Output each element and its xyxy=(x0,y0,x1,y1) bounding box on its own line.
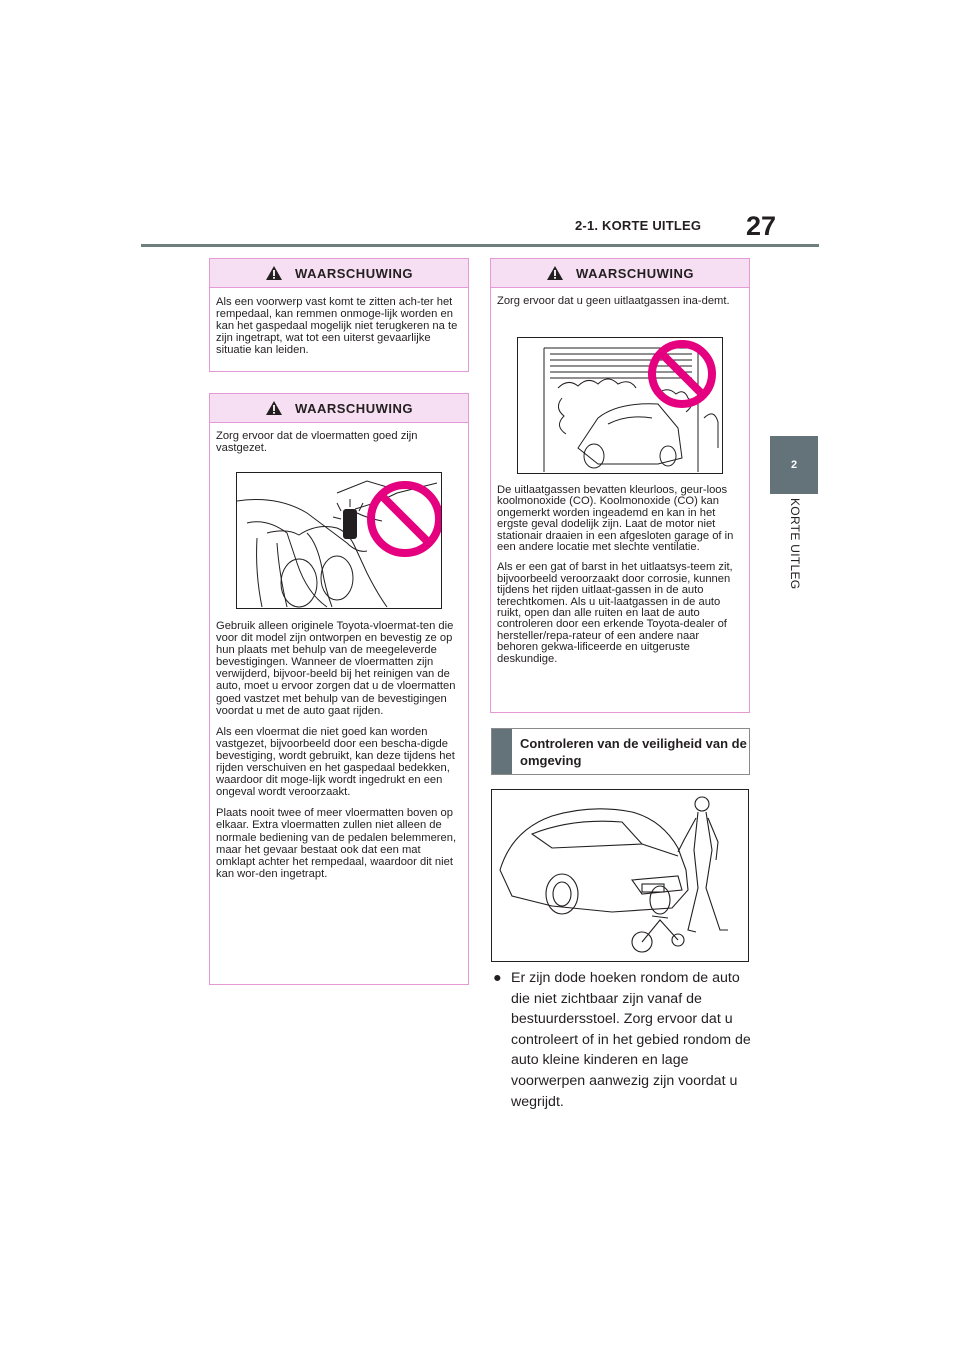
warning-header xyxy=(210,259,468,288)
chapter-label-text: KORTE UITLEG xyxy=(788,498,802,590)
warning-triangle-icon xyxy=(265,265,283,281)
warning-intro: Zorg ervoor dat u geen uitlaatgassen ina-demt. xyxy=(497,295,730,307)
header-rule xyxy=(141,244,819,247)
floor-mat-drawing xyxy=(237,473,441,608)
warning-body xyxy=(210,620,468,880)
chapter-tab xyxy=(770,436,818,494)
car-child-drawing xyxy=(492,790,748,961)
warning-text: Als een voorwerp vast komt te zitten ach-ter het rempedaal, kan remmen onmoge-lijk worden en kan het gaspedaal mogelijk niet terugkeren na te zijn ingetrapt, wat tot een uiterst gevaarlijke situatie kan leiden. xyxy=(216,296,458,357)
garage-exhaust-illustration xyxy=(517,337,723,474)
warning-box-brake-pedal xyxy=(209,258,469,372)
warning-triangle-icon xyxy=(265,400,283,416)
warning-title: WAARSCHUWING xyxy=(295,400,413,416)
warning-body xyxy=(491,485,749,665)
warning-header xyxy=(210,394,468,423)
warning-box-floor-mats xyxy=(209,393,469,985)
warning-header xyxy=(491,259,749,288)
chapter-number: 2 xyxy=(790,459,798,471)
warning-paragraph: De uitlaatgassen bevatten kleurloos, geur-loos koolmonoxide (CO). Koolmonoxide (CO) kan ongemerkt worden ingeademd en kan in het ergste geval dodelijk zijn. Laat de motor niet stationair draaien in een afgesloten garage of in een andere locatie met slechte ventilatie. xyxy=(497,484,734,554)
page-number: 27 xyxy=(746,211,777,241)
warning-triangle-icon xyxy=(546,265,564,281)
warning-paragraph: Als een vloermat die niet goed kan worden vastgezet, bijvoorbeeld door een bescha-digde bevestiging, wordt gebruikt, kan deze tijdens het rijden verschuiven en het gaspedaal bedekken, waardoor dit moge-lijk wordt ingedrukt en een ongeval wordt veroorzaakt. xyxy=(216,725,455,799)
section-heading xyxy=(491,728,750,775)
warning-box-exhaust xyxy=(490,258,750,713)
warning-title: WAARSCHUWING xyxy=(295,265,413,281)
bullet-text: Er zijn dode hoeken rondom de auto die niet zichtbaar zijn vanaf de bestuurdersstoel. Zorg ervoor dat u controleert of in het gebied rondom de auto kleine kinderen en lage voorwerpen aanwezig zijn voordat u wegrijdt. xyxy=(511,970,751,1110)
garage-drawing xyxy=(518,338,722,473)
bullet-item xyxy=(493,968,758,1112)
warning-intro: Zorg ervoor dat de vloermatten goed zijn vastgezet. xyxy=(216,430,418,455)
bullet-marker: ● xyxy=(493,970,502,986)
section-heading-bar xyxy=(492,729,512,774)
warning-paragraph: Plaats nooit twee of meer vloermatten boven op elkaar. Extra vloermatten zullen niet alleen de normale bediening van de pedalen belemmeren, maar het gevaar bestaat ook dat een mat omklapt achter het rempedaal, waardoor dit niet kan wor-den ingetrapt. xyxy=(216,807,457,880)
chapter-label xyxy=(785,498,805,618)
blind-spot-illustration xyxy=(491,789,749,962)
running-header-section: 2-1. KORTE UITLEG xyxy=(575,218,702,233)
warning-title: WAARSCHUWING xyxy=(576,265,694,281)
warning-paragraph: Als er een gat of barst in het uitlaatsys-teem zit, bijvoorbeeld veroorzaakt door corrosie, kunnen tijdens het rijden uitlaat-gassen in de auto terechtkomen. Als u uit-laatgassen in de auto ruikt, open dan alle ruiten en laat de auto controleren door een erkende Toyota-dealer of hersteller/repa-rateur of een andere naar behoren gekwa-lificeerde en uitgeruste deskundige. xyxy=(497,561,733,665)
floor-mat-illustration xyxy=(236,472,442,609)
warning-paragraph: Gebruik alleen originele Toyota-vloermat-ten die voor dit model zijn ontworpen en bevestig ze op hun plaats met behulp van de meegeleverde bevestigingen. Wanneer de vloermatten zijn verwijderd, bijvoor-beeld bij het reinigen van de auto, moet u ervoor zorgen dat u de vloermatten goed vastzet met behulp van de bevestigingen voordat u met de auto gaat rijden. xyxy=(216,620,456,717)
section-heading-title: Controleren van de veiligheid van de omgeving xyxy=(520,736,747,768)
